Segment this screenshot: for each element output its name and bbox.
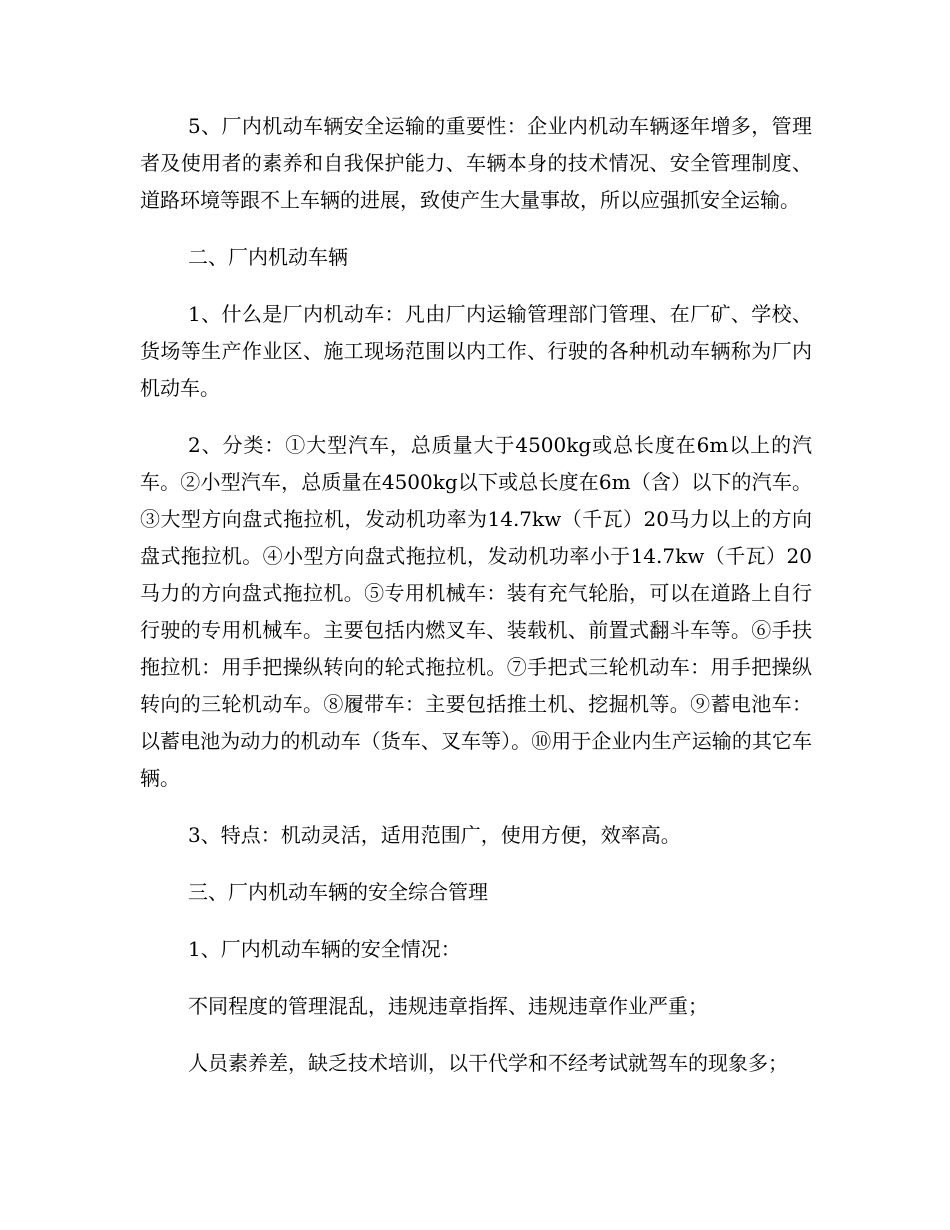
paragraph-classification: 2、分类：①大型汽车，总质量大于4500kg或总长度在6m以上的汽车。②小型汽车，总质量在4500kg以下或总长度在6m（含）以下的汽车。③大型方向盘式拖拉机，发动机功率为14.7kw（千瓦）20马力以上的方向盘式拖拉机。④小型方向盘式拖拉机，发动机功率小于14.7kw（千瓦）20马力的方向盘式拖拉机。⑤专用机械车：装有充气轮胎，可以在道路上自行行驶的专用机械车。主要包括内燃叉车、装载机、前置式翻斗车等。⑥手扶拖拉机：用手把操纵转向的轮式拖拉机。⑦手把式三轮机动车：用手把操纵转向的三轮机动车。⑧履带车：主要包括推土机、挖掘机等。⑨蓄电池车：以蓄电池为动力的机动车（货车、叉车等）。⑩用于企业内生产运输的其它车辆。 [140,433,812,790]
paragraph-personnel-issue: 人员素养差，缺乏技术培训，以干代学和不经考试就驾车的现象多； [188,1051,788,1075]
paragraph-importance: 5、厂内机动车辆安全运输的重要性：企业内机动车辆逐年增多，管理者及使用者的素养和自我保护能力、车辆本身的技术情况、安全管理制度、道路环境等跟不上车辆的进展，致使产生大量事故，所以应强抓安全运输。 [140,114,812,212]
document-body [140,108,812,1100]
paragraph-features: 3、特点：机动灵活，适用范围广，使用方便，效率高。 [188,823,681,847]
heading-section-2: 二、厂内机动车辆 [188,245,348,269]
paragraph-definition: 1、什么是厂内机动车：凡由厂内运输管理部门管理、在厂矿、学校、货场等生产作业区、施工现场范围以内工作、行驶的各种机动车辆称为厂内机动车。 [140,302,812,400]
paragraph-management-issue: 不同程度的管理混乱，违规违章指挥、违规违章作业严重； [188,994,708,1018]
paragraph-safety-status: 1、厂内机动车辆的安全情况： [188,937,461,961]
heading-section-3: 三、厂内机动车辆的安全综合管理 [188,880,488,904]
